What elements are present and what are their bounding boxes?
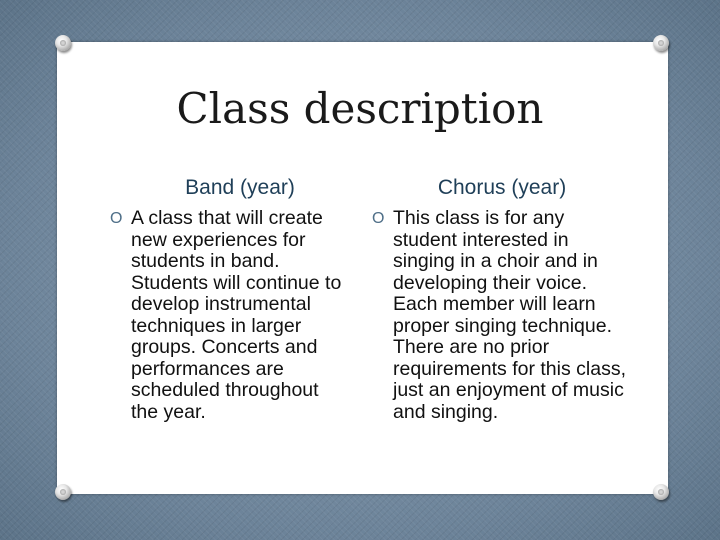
chorus-heading: Chorus (year) xyxy=(437,176,567,199)
pushpin-icon xyxy=(55,484,71,500)
chorus-description-text: This class is for any student interested in singing in a choir and in developing their voice. Each member will learn proper singing technique. There are no prior requirements for this class, just an enjoyment of music and singing. xyxy=(393,207,627,423)
band-heading: Band (year) xyxy=(185,176,295,199)
bullet-marker-icon: O xyxy=(372,210,385,227)
slide-title: Class description xyxy=(176,84,544,133)
chorus-description xyxy=(372,208,632,423)
pushpin-icon xyxy=(653,484,669,500)
band-description xyxy=(110,208,350,423)
bullet-marker-icon: O xyxy=(110,210,123,227)
pushpin-icon xyxy=(55,35,71,51)
pushpin-icon xyxy=(653,35,669,51)
band-description-text: A class that will create new experiences for students in band. Students will continue to develop instrumental techniques in larger groups. Concerts and performances are scheduled throughout the year. xyxy=(131,207,342,423)
